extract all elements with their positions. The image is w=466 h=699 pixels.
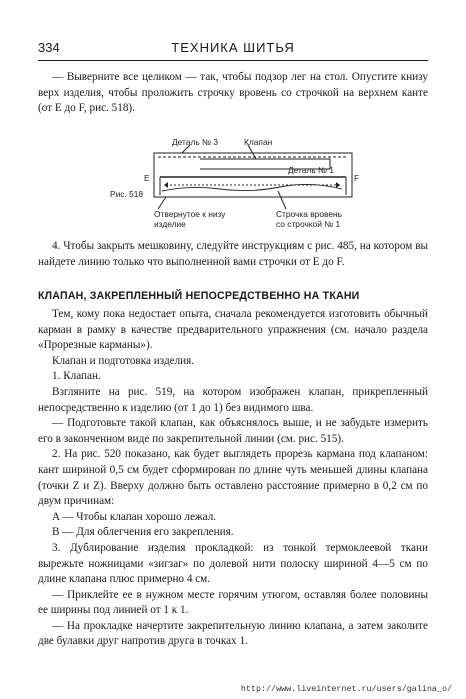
section-body	[38, 307, 428, 650]
section-paragraph: — Подготовьте такой клапан, как объяснялось выше, и не забудьте измерить его в законченном виде по закрепительной линии (см. рис. 515).	[38, 417, 428, 445]
after-figure-block	[38, 239, 428, 270]
running-title: ТЕХНИКА ШИТЬЯ	[171, 40, 295, 55]
section-paragraph: B — Для облегчения его закрепления.	[52, 526, 234, 539]
label-e: E	[144, 173, 150, 183]
figure-518	[80, 125, 430, 235]
section-paragraph: 1. Клапан.	[52, 370, 101, 383]
label-f: F	[354, 173, 360, 183]
page-header	[38, 38, 428, 61]
label-strochka-2: со строчкой № 1	[276, 219, 341, 229]
paragraph-after-figure: 4. Чтобы закрыть мешковину, следуйте инструкциям с рис. 485, на котором вы найдете линию только что выполненной вами строчки от E до F.	[38, 240, 428, 268]
section-paragraph: 3. Дублирование изделия прокладкой: из тонкой термоклеевой ткани вырежьте ножницами «зигзаг» по долевой нити полоску шириной 4—5 см по длине клапана плюс примерно 4 см.	[38, 541, 428, 586]
intro-paragraph: — Выверните все целиком — так, чтобы подзор лег на стол. Опустите книзу верх изделия, чтобы проложить строчку вровень со строчкой на верхнем канте (от E до F, рис. 518).	[38, 71, 428, 115]
section-paragraph: — Приклейте ее в нужном месте горячим утюгом, оставляя более половины ее ширины под линией от 1 к 1.	[38, 588, 428, 617]
intro-block	[38, 70, 428, 117]
label-otvernutoe-2: изделие	[154, 219, 186, 229]
section-heading: КЛАПАН, ЗАКРЕПЛЕННЫЙ НЕПОСРЕДСТВЕННО НА ТКАНИ	[38, 290, 360, 302]
section-paragraph: Клапан и подготовка изделия.	[52, 354, 195, 367]
label-detail1: Деталь № 1	[288, 165, 334, 175]
section-paragraph: — На прокладке начертите закрепительную линию клапана, а затем заколите две булавки друг напротив друга в точках 1.	[38, 619, 428, 648]
label-detail3: Деталь № 3	[172, 137, 218, 147]
label-otvernutoe-1: Отвернутое к низу	[154, 209, 226, 219]
label-strochka-1: Строчка вровень	[276, 209, 342, 219]
figure-caption: Рис. 518	[110, 189, 144, 199]
page-number: 334	[38, 40, 60, 55]
section-paragraph: Тем, кому пока недостает опыта, сначала рекомендуется изготовить обычный карман в рамку в качестве предварительного упражнения (см. начало раздела «Прорезные карманы»).	[38, 308, 428, 352]
section-paragraph: Взгляните на рис. 519, на котором изображен клапан, прикрепленный непосредственно к изделию (от 1 до 1) без видимого шва.	[38, 385, 428, 414]
footer-url: http://www.liveinternet.ru/users/galina_o/	[240, 684, 452, 694]
section-paragraph: 2. На рис. 520 показано, как будет выглядеть прорезь кармана под клапаном: кант шириной 0,5 см будет сформирован по длине чуть меньшей длины клапана (точки Z и Z). Вверху должно быть оставлено расстояние примерно в 0,2 см по двум причинам:	[38, 448, 428, 508]
section-paragraph: A — Чтобы клапан хорошо лежал.	[52, 510, 217, 523]
label-klapan: Клапан	[244, 137, 273, 147]
